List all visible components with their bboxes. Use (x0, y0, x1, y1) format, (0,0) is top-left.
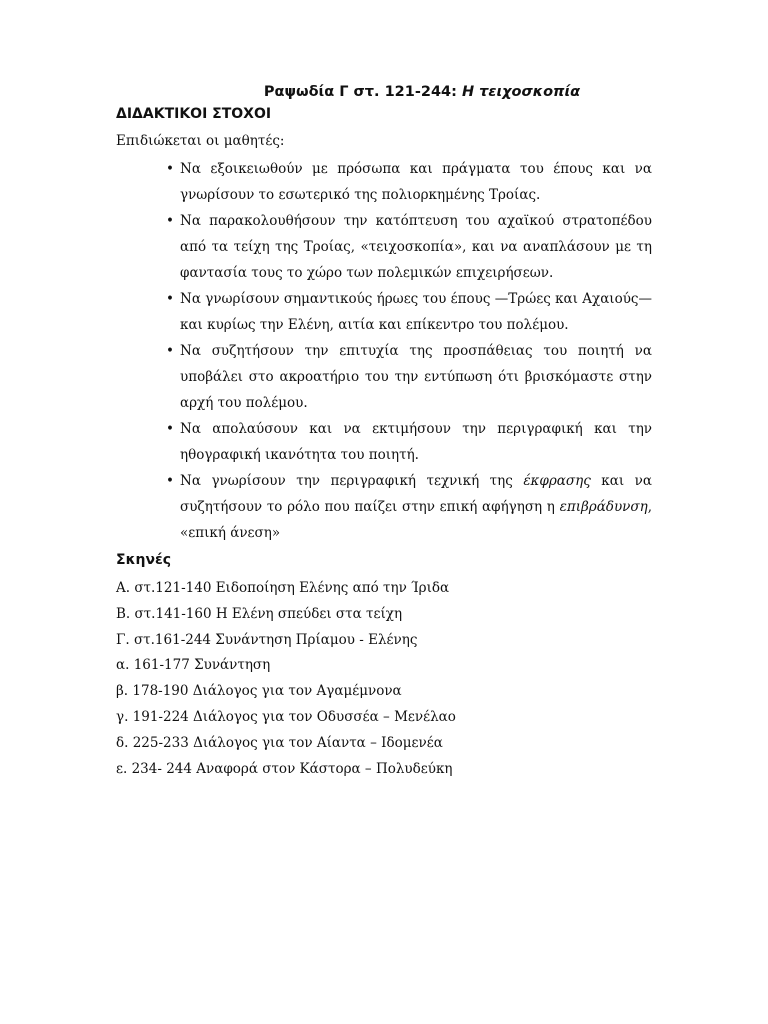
objective-item (166, 286, 652, 338)
objective-item (166, 416, 652, 468)
scene-item: Γ. στ.161-244 Συνάντηση Πρίαμου - Ελένης (116, 631, 418, 648)
objective-italic-term: έκφρασης (523, 473, 591, 489)
scene-item: ε. 234- 244 Αναφορά στον Κάστορα – Πολυδεύκη (116, 760, 453, 777)
objective-text: Να συζητήσουν την επιτυχία της προσπάθειας του ποιητή να υποβάλει στο ακροατήριο του την εντύπωση ότι βρισκόμαστε στην αρχή του πολέμου. (180, 343, 652, 411)
scene-item: β. 178-190 Διάλογος για τον Αγαμέμνονα (116, 683, 402, 700)
objective-text: Να παρακολουθήσουν την κατόπτευση του αχαϊκού στρατοπέδου από τα τείχη της Τροίας, «τειχοσκοπία», και να αναπλάσουν με τη φαντασία τους το χώρο των πολεμικών επιχειρήσεων. (180, 213, 652, 281)
objective-text: Να εξοικειωθούν με πρόσωπα και πράγματα του έπους και να γνωρίσουν το εσωτερικό της πολιορκημένης Τροίας. (180, 161, 652, 203)
objective-item (166, 468, 652, 546)
scene-item: γ. 191-224 Διάλογος για τον Οδυσσέα – Μενέλαο (116, 708, 456, 725)
scene-item: α. 161-177 Συνάντηση (116, 657, 271, 674)
scene-item: Β. στ.141-160 Η Ελένη σπεύδει στα τείχη (116, 605, 403, 622)
objectives-heading: ΔΙΔΑΚΤΙΚΟΙ ΣΤΟΧΟΙ (116, 106, 272, 122)
scene-item: δ. 225-233 Διάλογος για τον Αίαντα – Ιδομενέα (116, 734, 443, 751)
objective-text: Να γνωρίσουν σημαντικούς ήρωες του έπους —Τρώες και Αχαιούς— και κυρίως την Ελένη, αιτία και επίκεντρο του πολέμου. (180, 291, 652, 333)
objective-text: Να απολαύσουν και να εκτιμήσουν την περιγραφική και την ηθογραφική ικανότητα του ποιητή. (180, 421, 652, 463)
objective-item (166, 208, 652, 286)
scenes-list (116, 576, 652, 782)
objectives-intro: Επιδιώκεται οι μαθητές: (116, 133, 285, 149)
page-title (116, 84, 652, 100)
objective-item (166, 338, 652, 416)
title-prefix: Ραψωδία Γ στ. 121-244: (263, 84, 462, 100)
objective-text: , «επική άνεση» (180, 499, 652, 541)
objective-text: και να συζητήσουν το ρόλο που παίζει στην επική αφήγηση η (180, 473, 652, 515)
objective-italic-term: επιβράδυνση (559, 499, 648, 515)
title-italic: Η τειχοσκοπία (462, 84, 581, 100)
objective-item (166, 156, 652, 208)
objectives-list (116, 156, 652, 546)
objective-text: Να γνωρίσουν την περιγραφική τεχνική της (180, 473, 524, 489)
scenes-heading: Σκηνές (116, 552, 172, 568)
scene-item: Α. στ.121-140 Ειδοποίηση Ελένης από την Ίριδα (116, 580, 450, 596)
